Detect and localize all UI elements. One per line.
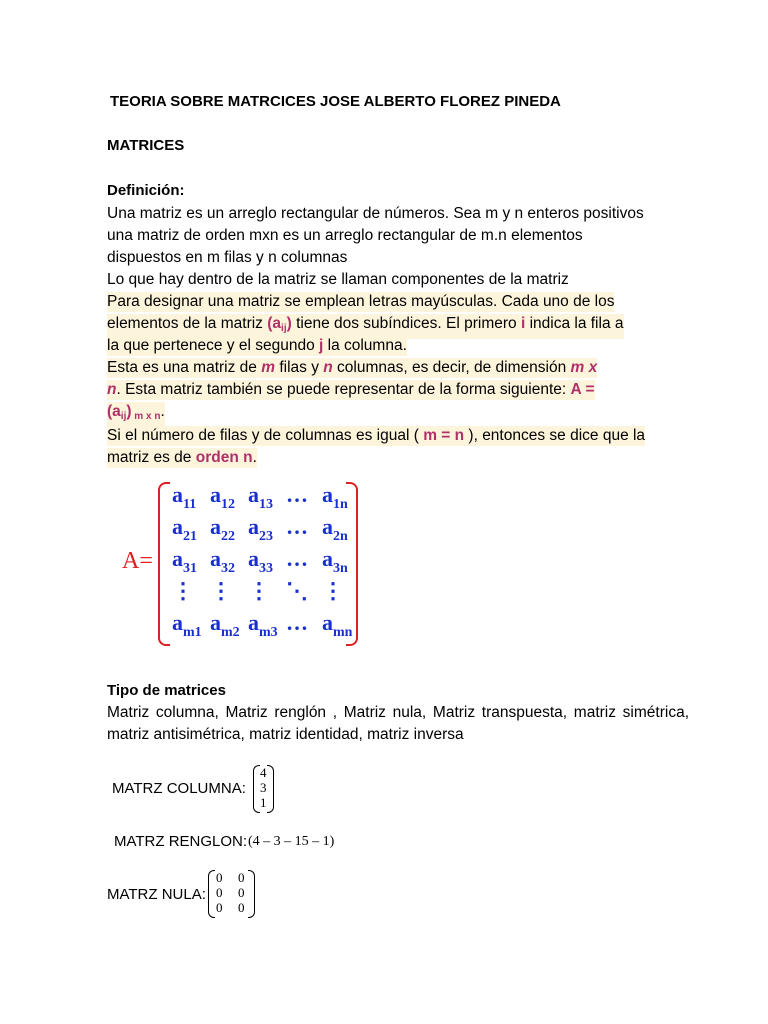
left-paren <box>253 765 260 813</box>
cell-base: ⋮ <box>172 578 194 603</box>
matrix-cell <box>210 514 235 545</box>
right-paren <box>267 765 274 813</box>
cell-subscript: mn <box>333 625 353 640</box>
text: . <box>160 403 165 420</box>
hl2-line-b <box>107 380 595 400</box>
matrix-label: A= <box>122 548 153 574</box>
text: filas y <box>275 359 324 376</box>
heading-definicion: Definición: <box>107 182 185 199</box>
text: . Esta matriz también se puede representar de la forma siguiente: <box>116 381 571 398</box>
left-paren <box>208 870 215 918</box>
cell-subscript: m2 <box>221 625 240 640</box>
a-equals: A = <box>570 381 595 398</box>
cell-base: a <box>172 546 183 571</box>
matrix-cell <box>286 578 308 604</box>
cell-base: … <box>286 546 308 571</box>
hl1-line-c <box>107 336 407 356</box>
matrix-cell <box>248 610 278 641</box>
cell-base: ⋮ <box>210 578 232 603</box>
cell-base: a <box>322 546 333 571</box>
matrix-row <box>172 514 352 546</box>
def-line-2: una matriz de orden mxn es un arreglo rectangular de m.n elementos <box>107 227 583 244</box>
matrix-row <box>172 482 352 514</box>
mx-symbol: m x <box>570 359 598 376</box>
cell-base: a <box>248 546 259 571</box>
cell-subscript: 12 <box>221 497 235 512</box>
text: elementos de la matriz <box>107 315 268 332</box>
matrix-cell <box>286 546 308 572</box>
cell-base: … <box>286 482 308 507</box>
cell-base: a <box>248 610 259 635</box>
text: tiene dos subíndices. El primero <box>291 315 521 332</box>
text: matriz es de <box>107 449 196 466</box>
text: la que pertenece y el segundo <box>107 337 319 354</box>
text: columnas, es decir, de dimensión <box>332 359 571 376</box>
text: Si el número de filas y de columnas es igual ( <box>107 427 424 444</box>
matrix-cell <box>248 578 270 604</box>
heading-tipos: Tipo de matrices <box>107 682 226 699</box>
text: indica la fila a <box>525 315 624 332</box>
cell: 0 <box>238 885 245 900</box>
matrix-cell <box>322 482 348 513</box>
orden-n: orden n <box>195 449 253 466</box>
cell-base: ⋱ <box>286 578 308 603</box>
cell-base: a <box>248 482 259 507</box>
text: . <box>252 449 257 466</box>
cell-subscript: 11 <box>183 497 197 512</box>
aij-sub: ij <box>120 411 127 422</box>
matrix-cell <box>286 514 308 540</box>
columna-label: MATRZ COLUMNA: <box>112 780 246 797</box>
j-symbol: j <box>319 337 324 354</box>
matrix-cell <box>172 514 197 545</box>
def-line-3: dispuestos en m filas y n columnas <box>107 249 348 266</box>
hl3-line-b <box>107 448 257 468</box>
m-equals-n: m = n <box>423 427 465 444</box>
cell-base: a <box>172 482 183 507</box>
hl2-line-a <box>107 358 597 378</box>
matrix-cell <box>172 482 196 513</box>
cell: 0 <box>216 885 223 900</box>
nula-matrix <box>208 870 258 918</box>
cell: 0 <box>238 900 245 915</box>
cell-base: ⋮ <box>322 578 344 603</box>
matrix-body <box>172 482 352 642</box>
cell-subscript: 21 <box>183 529 197 544</box>
matrix-row <box>172 546 352 578</box>
matrix-cell <box>248 482 273 513</box>
text: Esta es una matriz de <box>107 359 262 376</box>
text: ), entonces se dice que la <box>464 427 646 444</box>
aij-symbol: (a <box>107 403 121 420</box>
matrix-cell <box>172 610 202 641</box>
columna-matrix <box>253 765 275 813</box>
matrix-cell <box>210 610 240 641</box>
cell-base: a <box>210 546 221 571</box>
cell-base: … <box>286 610 308 635</box>
cell-base: a <box>210 482 221 507</box>
cell-subscript: 31 <box>183 561 197 576</box>
aij-sub: ij <box>281 323 287 334</box>
cell-base: a <box>322 610 333 635</box>
matrix-cell <box>172 578 194 604</box>
right-paren <box>248 870 255 918</box>
cell: 1 <box>260 795 267 810</box>
cell: 4 <box>260 765 267 780</box>
cell: 3 <box>260 780 267 795</box>
n-symbol: n <box>323 359 333 376</box>
left-bracket <box>158 482 170 646</box>
cell-base: a <box>322 514 333 539</box>
cell-base: ⋮ <box>248 578 270 603</box>
cell: 0 <box>238 870 245 885</box>
cell-subscript: 3n <box>333 561 348 576</box>
matrix-cell <box>210 482 235 513</box>
cell-subscript: m1 <box>183 625 202 640</box>
text: la columna. <box>323 337 407 354</box>
dimension-sub: m x n <box>131 411 161 422</box>
matrix-cell <box>322 514 348 545</box>
def-line-1: Una matriz es un arreglo rectangular de números. Sea m y n enteros positivos <box>107 205 644 222</box>
matrix-cell <box>322 546 348 577</box>
cell-subscript: 32 <box>221 561 235 576</box>
renglon-matrix: (4 – 3 – 15 – 1) <box>248 834 335 849</box>
cell-base: a <box>248 514 259 539</box>
cell: 0 <box>216 870 223 885</box>
cell-base: a <box>172 514 183 539</box>
text: Para designar una matriz se emplean letras mayúsculas. Cada uno de los <box>107 293 615 310</box>
hl3-line-a <box>107 426 645 446</box>
matrix-cell <box>286 482 308 508</box>
cell-subscript: 13 <box>259 497 273 512</box>
cell-subscript: 2n <box>333 529 348 544</box>
m-symbol: m <box>261 359 276 376</box>
matrix-cell <box>286 610 308 636</box>
matrix-cell <box>322 578 344 604</box>
aij-close: ) <box>286 315 292 332</box>
renglon-label: MATRZ RENGLON: <box>114 833 248 850</box>
aij-symbol: (a <box>267 315 282 332</box>
tipos-text: Matriz columna, Matriz renglón , Matriz nula, Matriz transpuesta, matriz simétrica, matriz antisimétrica, matriz identidad, matriz inversa <box>107 704 689 743</box>
def-line-4: Lo que hay dentro de la matriz se llaman componentes de la matriz <box>107 271 569 288</box>
cell-subscript: 1n <box>333 497 348 512</box>
n-symbol: n <box>107 381 117 398</box>
cell-base: a <box>210 610 221 635</box>
matrix-cell <box>322 610 352 641</box>
document-title: TEORIA SOBRE MATRCICES JOSE ALBERTO FLOREZ PINEDA <box>110 93 561 110</box>
cell: 0 <box>216 900 223 915</box>
cell-base: … <box>286 514 308 539</box>
matrix-row <box>172 578 352 610</box>
i-symbol: i <box>520 315 526 332</box>
matrix-cell <box>248 546 273 577</box>
general-matrix <box>122 478 362 648</box>
matrix-cell <box>172 546 197 577</box>
matrix-cell <box>248 514 273 545</box>
cell-subscript: 22 <box>221 529 235 544</box>
cell-subscript: 33 <box>259 561 273 576</box>
matrix-row <box>172 610 352 642</box>
nula-label: MATRZ NULA: <box>107 886 206 903</box>
hl1-line-a <box>107 292 614 312</box>
cell-subscript: 23 <box>259 529 273 544</box>
matrix-cell <box>210 578 232 604</box>
cell-base: a <box>322 482 333 507</box>
aij-close: ) <box>126 403 132 420</box>
heading-matrices: MATRICES <box>107 137 185 154</box>
matrix-cell <box>210 546 235 577</box>
cell-base: a <box>210 514 221 539</box>
cell-subscript: m3 <box>259 625 278 640</box>
hl2-line-c <box>107 402 165 427</box>
cell-base: a <box>172 610 183 635</box>
